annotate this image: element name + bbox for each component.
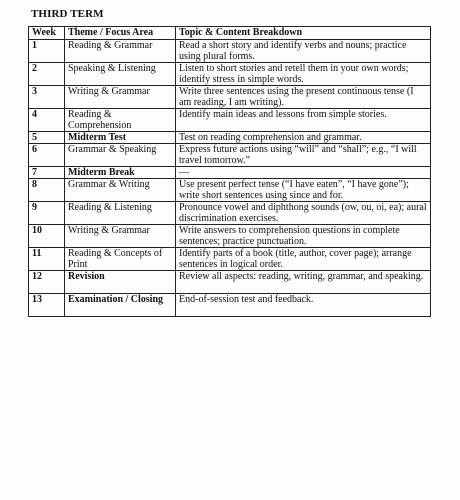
table-row [29, 144, 431, 167]
theme-cell: Reading & Concepts of Print [65, 248, 176, 271]
theme-cell: Reading & Comprehension [65, 109, 176, 132]
table-row [29, 109, 431, 132]
theme-cell: Midterm Test [65, 132, 176, 144]
theme-cell: Speaking & Listening [65, 63, 176, 86]
header-week: Week [29, 27, 65, 40]
table-row [29, 167, 431, 179]
topic-cell: Read a short story and identify verbs and nouns; practice using plural forms. [176, 40, 431, 63]
theme-cell: Revision [65, 271, 176, 294]
week-cell: 10 [29, 225, 65, 248]
week-cell: 3 [29, 86, 65, 109]
table-row [29, 86, 431, 109]
table-row [29, 248, 431, 271]
week-cell: 11 [29, 248, 65, 271]
header-topic: Topic & Content Breakdown [176, 27, 431, 40]
table-row [29, 179, 431, 202]
theme-cell: Reading & Grammar [65, 40, 176, 63]
week-cell: 4 [29, 109, 65, 132]
topic-cell: Write three sentences using the present continuous tense (I am reading, I am writing). [176, 86, 431, 109]
topic-cell: Use present perfect tense (“I have eaten”, “I have gone”); write short sentences using since and for. [176, 179, 431, 202]
topic-cell: — [176, 167, 431, 179]
week-cell: 7 [29, 167, 65, 179]
header-theme: Theme / Focus Area [65, 27, 176, 40]
week-cell: 1 [29, 40, 65, 63]
table-header-row [29, 27, 431, 40]
topic-cell: Write answers to comprehension questions in complete sentences; practice punctuation. [176, 225, 431, 248]
scheme-of-work-table [28, 26, 431, 317]
week-cell: 8 [29, 179, 65, 202]
table-row [29, 63, 431, 86]
topic-cell: Listen to short stories and retell them in your own words; identify stress in simple words. [176, 63, 431, 86]
term-title: THIRD TERM [31, 8, 104, 20]
theme-cell: Writing & Grammar [65, 86, 176, 109]
week-cell: 13 [29, 294, 65, 317]
week-cell: 9 [29, 202, 65, 225]
topic-cell: Review all aspects: reading, writing, grammar, and speaking. [176, 271, 431, 294]
table-row [29, 225, 431, 248]
topic-cell: End-of-session test and feedback. [176, 294, 431, 317]
week-cell: 12 [29, 271, 65, 294]
topic-cell: Identify parts of a book (title, author, cover page); arrange sentences in logical order. [176, 248, 431, 271]
theme-cell: Grammar & Writing [65, 179, 176, 202]
table-row [29, 40, 431, 63]
theme-cell: Writing & Grammar [65, 225, 176, 248]
theme-cell: Grammar & Speaking [65, 144, 176, 167]
week-cell: 6 [29, 144, 65, 167]
topic-cell: Test on reading comprehension and grammar. [176, 132, 431, 144]
table-row [29, 202, 431, 225]
table-row [29, 294, 431, 317]
table-row [29, 132, 431, 144]
topic-cell: Pronounce vowel and diphthong sounds (ow, ou, oi, ea); aural discrimination exercises. [176, 202, 431, 225]
table-row [29, 271, 431, 294]
theme-cell: Reading & Listening [65, 202, 176, 225]
week-cell: 2 [29, 63, 65, 86]
topic-cell: Express future actions using “will” and “shall”; e.g., “I will travel tomorrow.” [176, 144, 431, 167]
week-cell: 5 [29, 132, 65, 144]
topic-cell: Identify main ideas and lessons from simple stories. [176, 109, 431, 132]
theme-cell: Midterm Break [65, 167, 176, 179]
theme-cell: Examination / Closing [65, 294, 176, 317]
